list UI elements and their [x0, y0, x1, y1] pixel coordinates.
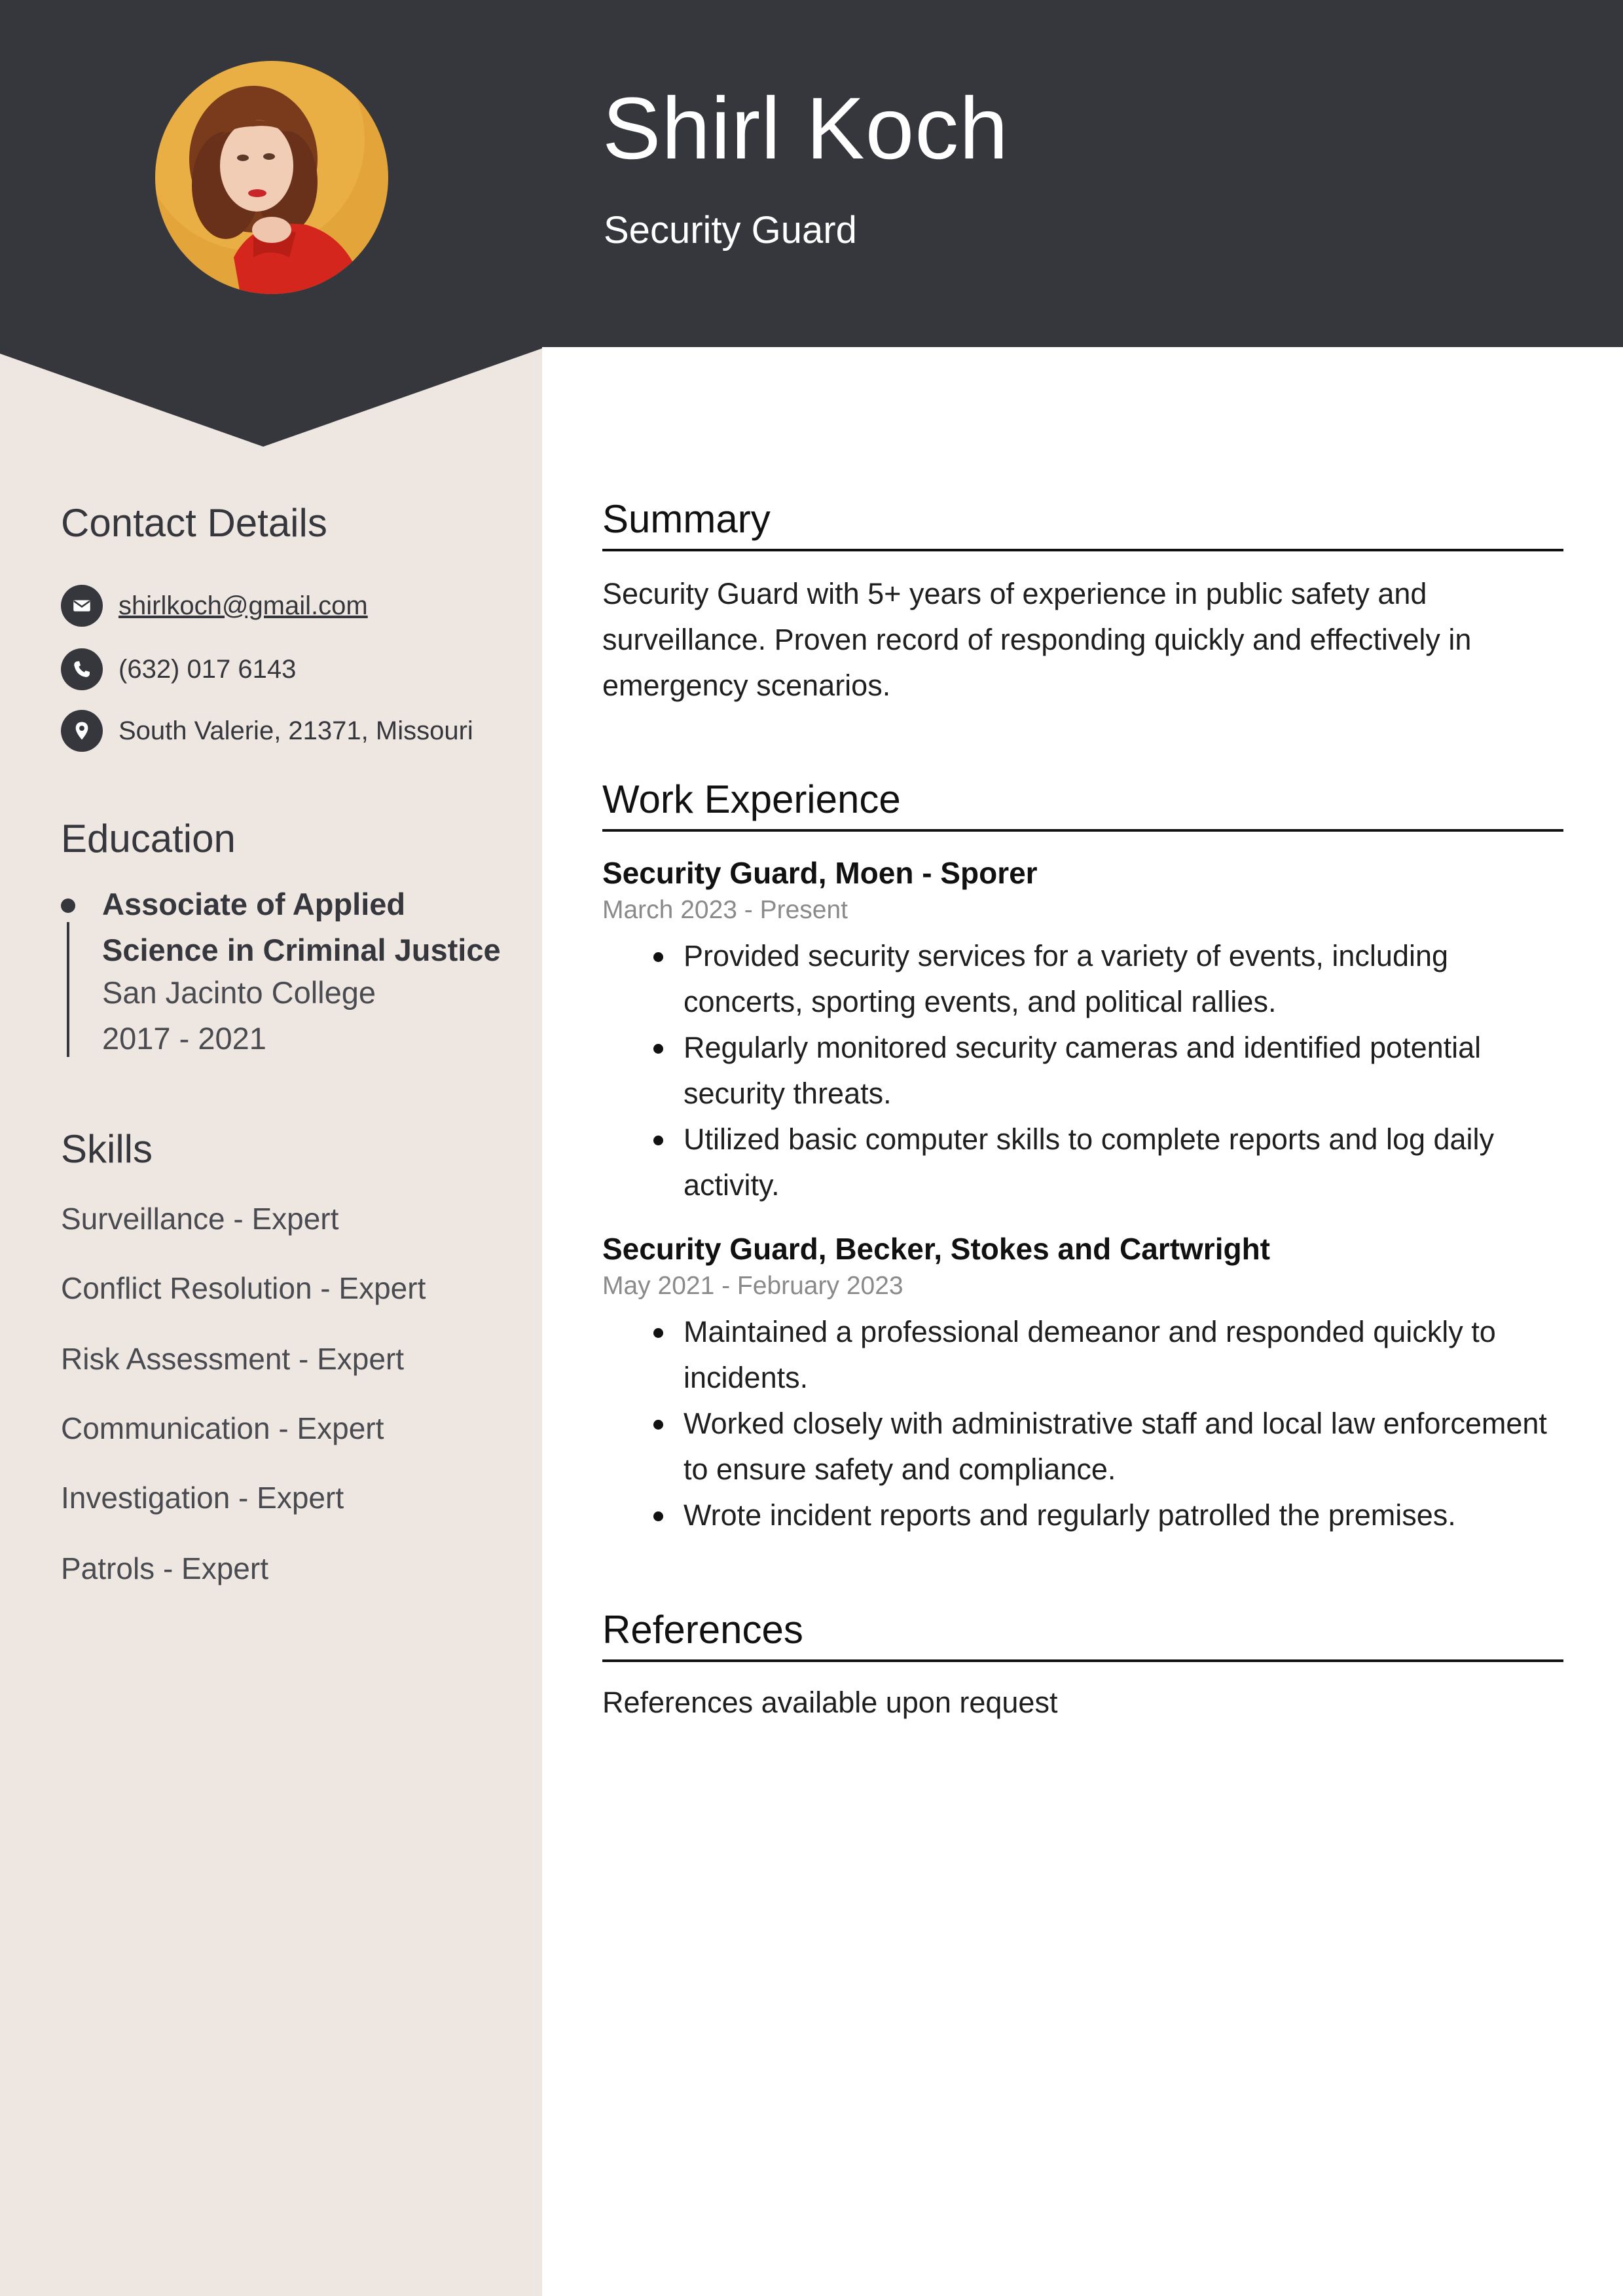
skill-item: Conflict Resolution - Expert — [61, 1271, 426, 1305]
bullet-item: Provided security services for a variety of events, including concerts, sporting events, and political rallies. — [684, 933, 1567, 1025]
education-years: 2017 - 2021 — [102, 1021, 266, 1056]
bullet-item: Wrote incident reports and regularly patrolled the premises. — [684, 1492, 1567, 1538]
skill-item: Communication - Expert — [61, 1411, 384, 1445]
job-dates: May 2021 - February 2023 — [602, 1272, 903, 1300]
skill-item: Surveillance - Expert — [61, 1202, 339, 1236]
address: South Valerie, 21371, Missouri — [119, 716, 473, 745]
skill-item: Risk Assessment - Expert — [61, 1342, 405, 1376]
candidate-name: Shirl Koch — [602, 80, 1009, 177]
email-link[interactable]: shirlkoch@gmail.com — [119, 591, 368, 620]
skill-item: Patrols - Expert — [61, 1551, 268, 1585]
education-school: San Jacinto College — [102, 975, 376, 1010]
header-chevron — [0, 346, 542, 448]
summary-divider — [602, 549, 1563, 551]
bullet-item: Utilized basic computer skills to complete reports and log daily activity. — [684, 1117, 1567, 1208]
experience-divider — [602, 829, 1563, 832]
profile-photo — [155, 61, 388, 294]
bullet-item: Maintained a professional demeanor and responded quickly to incidents. — [684, 1309, 1567, 1401]
phone-number: (632) 017 6143 — [119, 654, 297, 684]
timeline-line — [67, 922, 69, 1057]
job-bullets — [684, 1309, 1567, 1538]
references-text: References available upon request — [602, 1686, 1058, 1719]
candidate-title: Security Guard — [604, 209, 857, 251]
job-dates: March 2023 - Present — [602, 896, 848, 924]
skills-heading: Skills — [61, 1127, 153, 1171]
skill-item: Investigation - Expert — [61, 1481, 344, 1515]
contact-address-row — [61, 710, 473, 752]
job-title-company: Security Guard, Moen - Sporer — [602, 856, 1038, 890]
summary-heading: Summary — [602, 497, 771, 541]
experience-heading: Work Experience — [602, 777, 901, 821]
contact-email-row — [61, 585, 368, 627]
envelope-icon — [61, 585, 103, 627]
contact-phone-row — [61, 648, 296, 690]
phone-icon — [61, 648, 103, 690]
summary-text: Security Guard with 5+ years of experience in public safety and surveillance. Proven record of responding quickly and effectively in emergency scenarios. — [602, 577, 1472, 702]
bullet-item: Worked closely with administrative staff and local law enforcement to ensure safety and compliance. — [684, 1401, 1567, 1492]
location-pin-icon — [61, 710, 103, 752]
education-degree: Associate of Applied Science in Criminal Justice — [102, 887, 501, 967]
references-divider — [602, 1659, 1563, 1662]
job-title-company: Security Guard, Becker, Stokes and Cartwright — [602, 1232, 1270, 1266]
references-heading: References — [602, 1608, 803, 1652]
bullet-item: Regularly monitored security cameras and identified potential security threats. — [684, 1025, 1567, 1117]
job-bullets — [684, 933, 1567, 1208]
timeline-dot — [61, 898, 75, 913]
education-heading: Education — [61, 817, 236, 861]
contact-heading: Contact Details — [61, 501, 327, 545]
